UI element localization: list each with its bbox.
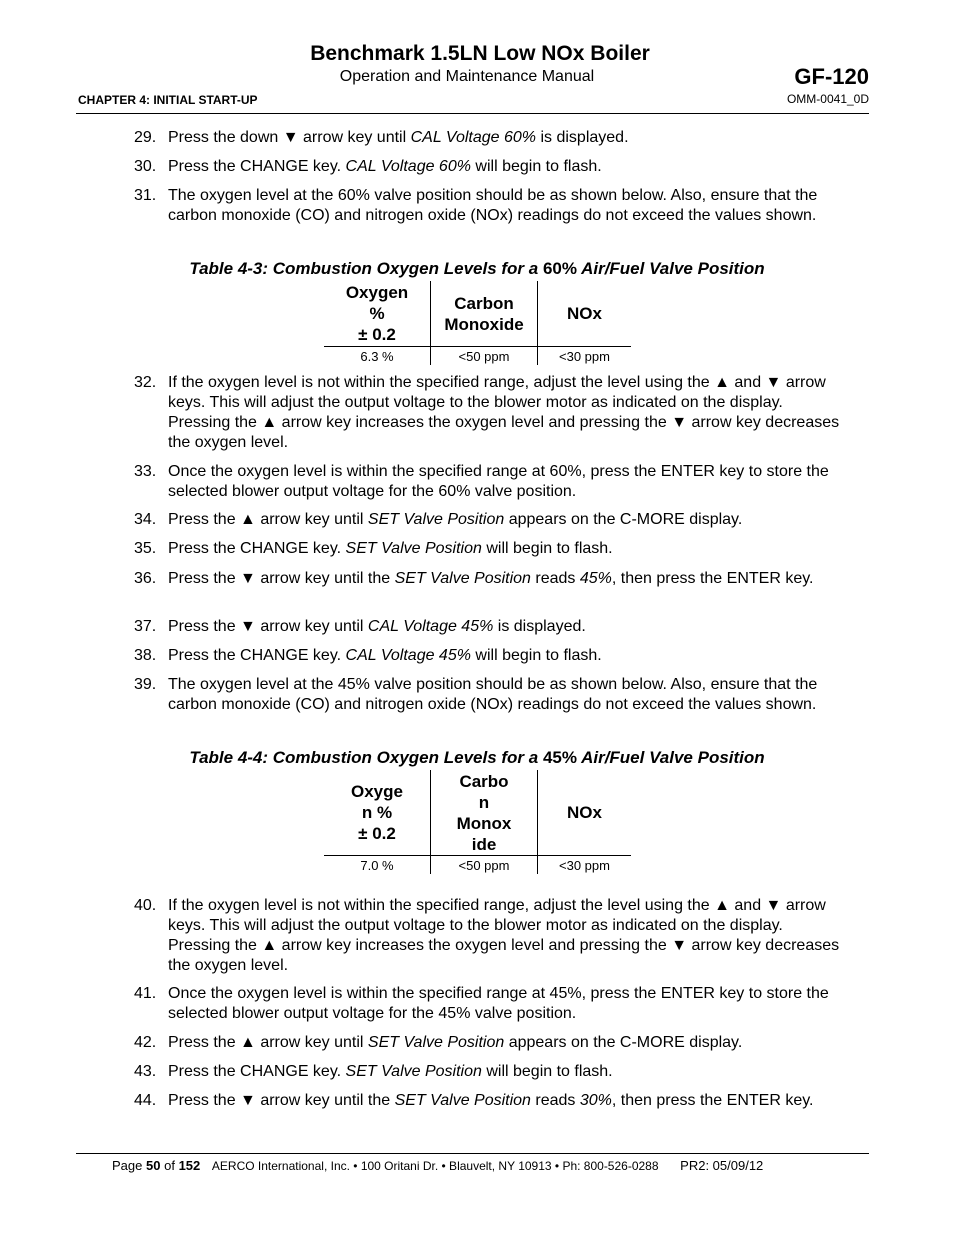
step-text: Press the ▼ arrow key until the SET Valve Position reads 45%, then press the ENTER key. — [168, 570, 814, 587]
step-text: Press the CHANGE key. CAL Voltage 60% will begin to flash. — [168, 158, 602, 175]
co-value: <50 ppm — [431, 856, 538, 875]
step-number: 30. — [134, 158, 157, 175]
step-number: 34. — [134, 511, 157, 528]
table-row — [324, 347, 631, 366]
step-text: Press the CHANGE key. SET Valve Position will begin to flash. — [168, 540, 613, 557]
step-text: The oxygen level at the 60% valve position should be as shown below. Also, ensure that the carbon monoxide (CO) and nitrogen oxide (NOx) readings do not exceed the values shown. — [168, 187, 818, 224]
step-number: 37. — [134, 618, 157, 635]
page-footer — [112, 1158, 763, 1173]
step-number: 33. — [134, 463, 157, 480]
header-nox: NOx — [538, 770, 632, 856]
step-44 — [134, 1091, 844, 1111]
step-text: If the oxygen level is not within the specified range, adjust the level using the ▲ and ▼ arrow keys. This will adjust the output voltage to the blower motor as indicated on the display. Pressing the ▲ arrow key increases the oxygen level and pressing the ▼ arrow key decreases the oxygen level. — [168, 374, 840, 451]
step-43 — [134, 1062, 844, 1082]
step-35 — [134, 539, 844, 559]
model-code: GF-120 — [794, 64, 869, 89]
header-carbon-monoxide: Carbon Monoxide — [431, 281, 538, 347]
step-37 — [134, 617, 844, 637]
oxygen-value: 6.3 % — [360, 348, 394, 364]
step-text: Once the oxygen level is within the specified range at 45%, press the ENTER key to store the selected blower output voltage for the 45% valve position. — [168, 985, 829, 1022]
step-number: 38. — [134, 647, 157, 664]
footer-divider — [76, 1153, 869, 1154]
step-30 — [134, 157, 844, 177]
document-number: OMM-0041_0D — [786, 92, 869, 106]
step-40 — [134, 896, 844, 976]
step-32 — [134, 373, 844, 453]
step-text: Press the ▲ arrow key until SET Valve Position appears on the C-MORE display. — [168, 511, 743, 528]
header-divider — [76, 113, 869, 114]
step-number: 41. — [134, 985, 157, 1002]
step-number: 44. — [134, 1092, 157, 1109]
table-row — [324, 856, 631, 875]
step-number: 39. — [134, 676, 157, 693]
step-text: Press the ▼ arrow key until CAL Voltage 45% is displayed. — [168, 618, 586, 635]
step-number: 29. — [134, 129, 157, 146]
step-number: 35. — [134, 540, 157, 557]
page-label: Page — [112, 1158, 143, 1173]
step-number: 40. — [134, 897, 157, 914]
header-nox: NOx — [538, 281, 632, 347]
document-subtitle: Operation and Maintenance Manual — [339, 68, 595, 85]
step-number: 36. — [134, 570, 157, 587]
step-42 — [134, 1033, 844, 1053]
table-header-row — [324, 770, 631, 856]
step-text: Press the CHANGE key. CAL Voltage 45% will begin to flash. — [168, 647, 602, 664]
header-carbon-monoxide: Carbo n Monox ide — [431, 770, 538, 856]
co-value: <50 ppm — [431, 347, 538, 366]
step-38 — [134, 646, 844, 666]
nox-value: <30 ppm — [538, 347, 632, 366]
step-text: Once the oxygen level is within the specified range at 60%, press the ENTER key to store the selected blower output voltage for the 60% valve position. — [168, 463, 829, 500]
step-number: 31. — [134, 187, 157, 204]
step-text: Press the CHANGE key. SET Valve Position will begin to flash. — [168, 1063, 613, 1080]
step-39 — [134, 675, 844, 715]
header-oxygen: Oxygen % ± 0.2 — [345, 283, 409, 344]
document-title: Benchmark 1.5LN Low NOx Boiler — [310, 42, 650, 65]
step-text: If the oxygen level is not within the specified range, adjust the level using the ▲ and ▼ arrow keys. This will adjust the output voltage to the blower motor as indicated on the display. Pressing the ▲ arrow key increases the oxygen level and pressing the ▼ arrow key decreases the oxygen level. — [168, 897, 840, 974]
oxygen-levels-table-60 — [324, 281, 631, 365]
table-caption: Table 4-3: Combustion Oxygen Levels for a 60% Air/Fuel Valve Position — [189, 259, 765, 278]
step-number: 42. — [134, 1034, 157, 1051]
page-total: 152 — [178, 1158, 201, 1173]
of-label: of — [164, 1158, 175, 1173]
step-36 — [134, 569, 844, 589]
page-number: 50 — [146, 1158, 161, 1173]
step-34 — [134, 510, 844, 530]
revision-date: PR2: 05/09/12 — [680, 1158, 764, 1173]
step-33 — [134, 462, 844, 502]
table-caption: Table 4-4: Combustion Oxygen Levels for a 45% Air/Fuel Valve Position — [189, 748, 765, 767]
chapter-heading: CHAPTER 4: INITIAL START-UP — [78, 93, 258, 107]
step-text: Press the ▲ arrow key until SET Valve Position appears on the C-MORE display. — [168, 1034, 743, 1051]
step-29 — [134, 128, 844, 148]
step-31 — [134, 186, 844, 226]
step-text: Press the ▼ arrow key until the SET Valve Position reads 30%, then press the ENTER key. — [168, 1092, 814, 1109]
step-41 — [134, 984, 844, 1024]
company-address: AERCO International, Inc. • 100 Oritani Dr. • Blauvelt, NY 10913 • Ph: 800-526-0288 — [211, 1159, 659, 1173]
step-number: 32. — [134, 374, 157, 391]
oxygen-levels-table-45 — [324, 770, 631, 874]
oxygen-value: 7.0 % — [360, 857, 394, 873]
table-header-row — [324, 281, 631, 347]
header-oxygen: Oxyge n % ± 0.2 — [351, 782, 403, 843]
step-number: 43. — [134, 1063, 157, 1080]
step-text: Press the down ▼ arrow key until CAL Voltage 60% is displayed. — [168, 129, 629, 146]
nox-value: <30 ppm — [538, 856, 632, 875]
step-text: The oxygen level at the 45% valve position should be as shown below. Also, ensure that the carbon monoxide (CO) and nitrogen oxide (NOx) readings do not exceed the values shown. — [168, 676, 818, 713]
